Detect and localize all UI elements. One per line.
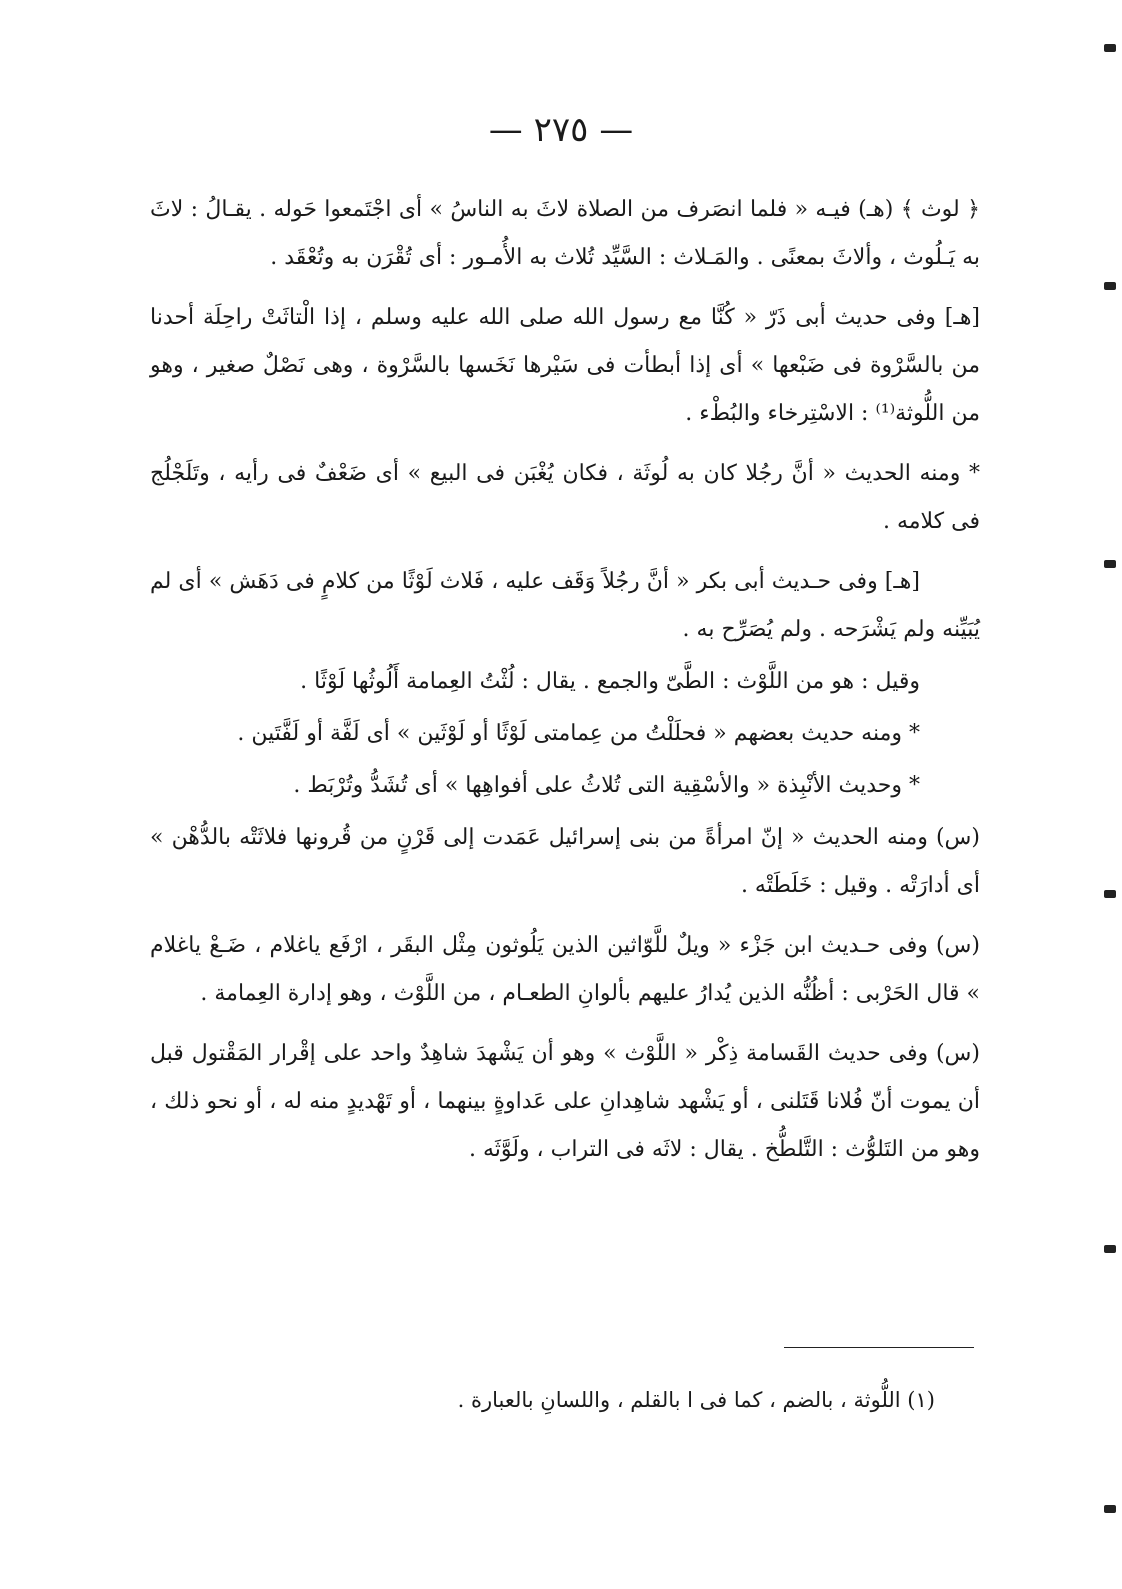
scan-edge-mark [1104,560,1116,568]
paragraph-tayy-wal-jam: وقيل : هو من اللَّوْث : الطَّىّ والجمع . يقال : لُثْتُ العِمامة أَلُوثُها لَوْثًا . [300,669,920,694]
scan-edge-mark [1104,890,1116,898]
scan-edge-mark [1104,1505,1116,1513]
scan-edge-mark [1104,282,1116,290]
paragraph-abi-bakr: [هـ] وفى حـديث أبى بكر « أنَّ رجُلاً وَقَف عليه ، فَلاث لَوْثًا من كلامٍ فى دَهَش » أى لم يُبَيِّنه ولم يَشْرَحه . ولم يُصَرِّح به . [150,569,980,642]
scan-edge-mark [1104,44,1116,52]
footnote: (١) اللُّوثة ، بالضم ، كما فى ا بالقلم ، واللسانِ بالعبارة . [457,1388,935,1412]
paragraph-lutha-hadith: * ومنه الحديث « أنَّ رجُلا كان به لُوثَة ، فكان يُغْبَن فى البيع » أى ضَعْفٌ فى رأيه ، وتَلَجْلُج فى كلامه . [150,461,980,534]
paragraph-anbidha: * وحديث الأنْبِذة « والأسْقِية التى تُلاثُ على أفواهِها » أى تُشَدُّ وتُرْبَط . [293,773,920,798]
footnote-divider [784,1347,974,1348]
paragraph-ibn-jaz: (س) وفى حـديث ابن جَزْء « ويلٌ للَّوّاثين الذين يَلُوثون مِثْل البقَر ، ارْفَع ياغلام ، ضَـعْ ياغلام » قال الحَرْبى : أظُنُّه الذين يُدارُ عليهم بألوانِ الطعـام ، من اللَّوْث ، وهو إدارة العِمامة . [150,933,980,1006]
paragraph-bani-israil: (س) ومنه الحديث « إنّ امرأةً من بنى إسرائيل عَمَدت إلى قَرْنٍ من قُرونها فلاثَتْه بالدُّهْن » أى أدارَتْه . وقيل : خَلَطَتْه . [150,825,980,898]
scan-edge-mark [1104,1245,1116,1253]
paragraph-abi-dharr: [هـ] وفى حديث أبى ذَرّ « كُنَّا مع رسول الله صلى الله عليه وسلم ، إذا الْتاثَتْ راحِلَة أحدنا من بالسَّرْوة فى ضَبْعها » أى إذا أبطأت فى سَيْرها نَخَسها بالسَّرْوة ، وهى نَصْلٌ صغير ، وهو من اللُّوثة⁽¹⁾ : الاسْتِرخاء والبُطْء . [150,305,980,426]
paragraph-lwth-headword: ﴿ لوث ﴾ (هـ) فيـه « فلما انصَرف من الصلاة لاثَ به الناسُ » أى اجْتَمعوا حَوله . يقـالُ : لاثَ به يَـلُوث ، وألاثَ بمعنًى . والمَـلاث : السَّيِّد تُلاث به الأُمـور : أى تُقْرَن به وتُعْقَد . [150,197,980,270]
page-number: — ٢٧٥ — [488,110,634,150]
paragraph-qasama: (س) وفى حديث القَسامة ذِكْر « اللَّوْث » وهو أن يَشْهدَ شاهِدٌ واحد على إقْرار المَقْتول قبل أن يموت أنّ فُلانا قَتَلنى ، أو يَشْهد شاهِدانِ على عَداوةٍ بينهما ، أو تَهْديدٍ منه له ، أو نحو ذلك ، وهو من التَلوُّث : التَّلطُّخ . يقال : لاثَه فى التراب ، ولَوَّثَه . [150,1041,980,1162]
paragraph-imama: * ومنه حديث بعضهم « فحلَلْتُ من عِمامتى لَوْثًا أو لَوْثَين » أى لَفَّة أو لَفَّتَين . [237,721,920,746]
entry-body [150,186,980,1186]
